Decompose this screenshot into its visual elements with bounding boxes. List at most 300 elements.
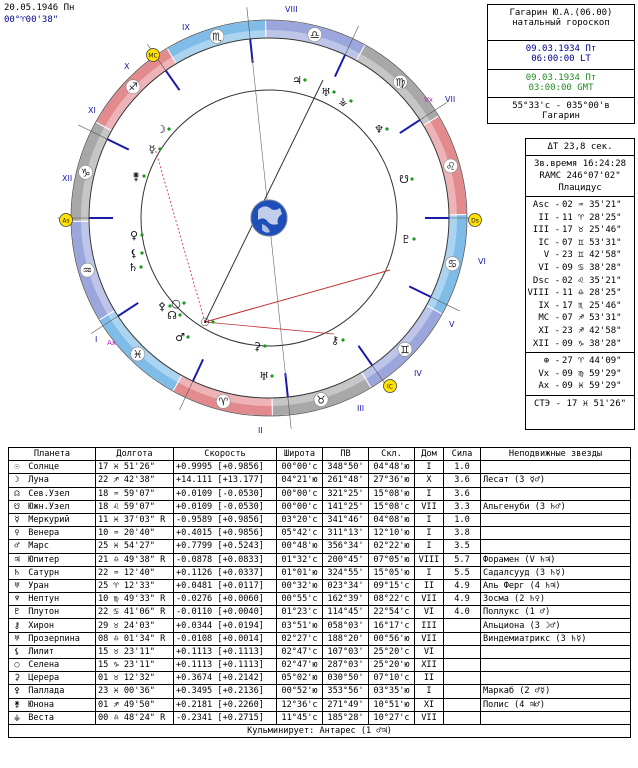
cusp-value: 07 ♐ 53'31" [562,313,622,324]
planet-cell [9,513,96,526]
svg-text:♎: ♎ [309,28,320,42]
table-header-row [9,448,631,461]
power-cell [444,698,481,711]
house-cell: I [415,685,444,698]
pv-cell: 356°34' [323,540,369,553]
planet-name: Лилит [28,646,55,657]
speed-cell: +0.0109 [-0.0530] [174,487,277,500]
house-cell: VII [415,632,444,645]
house-cell: VI [415,606,444,619]
latitude-cell: 11°45'с [277,711,323,724]
longitude-cell: 22 ♒ 12'40" [96,566,174,579]
longitude-cell: 01 ♐ 49'50" [96,698,174,711]
house-cell: VII [415,711,444,724]
planet-name: Венера [28,528,60,539]
cusp-value: 02 ♌ 35'21" [562,275,622,286]
fixed-star-cell [481,659,631,672]
house-number-label: II [258,426,263,435]
house-cell: I [415,461,444,474]
table-row [9,461,631,474]
house-number-label: IV [414,369,422,378]
house-number-label: X [124,62,130,71]
planet-glyph-icon: ☊ [14,488,20,499]
planet-glyph-icon: ☉ [14,462,20,473]
north-node-glyph-icon: ☊ [167,309,177,322]
jupiter-glyph-icon: ♃ [292,74,302,87]
cusp-list [526,197,634,353]
point-name: ⊕ - [543,356,560,367]
power-cell: 3.5 [444,540,481,553]
planet-glyph-icon: ☽ [14,475,20,486]
svg-text:MC: MC [148,52,158,60]
house-number-label: VIII [285,5,298,14]
pv-cell: 058°03' [323,619,369,632]
selena-glyph-icon: ○ [171,297,181,310]
latitude-cell: 00°52'ю [277,685,323,698]
planet-cell [9,685,96,698]
planet-name: Уран [28,580,49,591]
svg-text:IC: IC [387,383,393,391]
svg-text:As: As [62,217,70,225]
planet-cell [9,500,96,513]
house-number-label: V [449,320,455,329]
local-date: 09.03.1934 Пт [525,44,597,54]
fixed-star-cell [481,645,631,658]
cusp-row [526,287,634,300]
svg-text:♓: ♓ [132,347,143,361]
planet-glyph-icon: ⚴ [13,686,21,697]
planet-glyph-icon: ♅ [14,633,20,644]
house-number-label: VI [478,257,486,266]
svg-text:♑: ♑ [80,166,91,180]
table-row [9,500,631,513]
declination-cell: 04°08'ю [369,513,415,526]
local-time: 06:00:00 LT [531,54,591,64]
fixed-star-cell: Альциона (3 ☽♂) [481,619,631,632]
planet-name: Юпитер [28,554,60,565]
planet-name: Селена [28,660,60,671]
proserpina-glyph-icon: ♅ [321,86,331,99]
declination-cell: 07°10'с [369,672,415,685]
longitude-cell: 18 ♒ 59'07" [96,487,174,500]
house-number-label: I [95,335,98,344]
planet-name: Сев.Узел [28,488,70,499]
svg-text:♊: ♊ [400,343,410,357]
longitude-cell: 08 ♎ 01'34" R [96,632,174,645]
planet-name: Южн.Узел [28,501,70,512]
planet-cell [9,606,96,619]
culmination-footer: Кульминирует: Антарес (1 ♂♃) [9,724,631,737]
fixed-star-cell [481,487,631,500]
planet-glyph-icon: ♂ [14,541,20,552]
ascendant-badge [60,214,73,227]
planet-name: Марс [28,541,49,552]
latitude-cell: 05°42'с [277,527,323,540]
declination-cell: 27°36'ю [369,474,415,487]
house-cell: VII [415,593,444,606]
power-cell: 5.7 [444,553,481,566]
latitude-cell: 00°00'с [277,487,323,500]
longitude-cell: 00 ♎ 48'24" R [96,711,174,724]
longitude-cell: 23 ♓ 00'36" [96,685,174,698]
power-cell [444,672,481,685]
house-cell: II [415,579,444,592]
latitude-cell: 02°47'ю [277,659,323,672]
declination-cell: 09°15'с [369,579,415,592]
pv-cell: 200°45' [323,553,369,566]
venus-glyph-icon: ♀ [129,229,139,242]
declination-cell: 15°05'ю [369,566,415,579]
latitude-cell: 01°32'с [277,553,323,566]
transit-time: 00°♈00'38" [4,15,59,25]
latitude-cell: 01°23'с [277,606,323,619]
speed-cell: +0.1126 [+0.0337] [174,566,277,579]
table-row [9,685,631,698]
planets-table [8,447,631,738]
fixed-star-cell: Альгенуби (3 ♄♂) [481,500,631,513]
planet-name: Паллада [28,686,65,697]
speed-cell: +0.1113 [+0.1113] [174,659,277,672]
house-number-label: IX [182,23,190,32]
cusp-row [526,199,634,212]
imum-coeli-badge [384,380,397,393]
ramc: RAMC 246°07'02" [539,171,621,181]
cusp-name: V - [543,250,560,261]
house-cell: II [415,672,444,685]
fixed-star-cell: Зосма (2 ♄♀) [481,593,631,606]
svg-text:♏: ♏ [211,30,222,44]
cusp-name: XI - [538,325,560,336]
col-speed: Скорость [174,448,277,461]
point-name: Ax - [538,381,560,392]
longitude-cell: 21 ♎ 49'38" R [96,553,174,566]
planet-cell [9,540,96,553]
pv-cell: 287°03' [323,659,369,672]
antivertex-label: Ax [107,339,116,347]
planet-cell [9,487,96,500]
planet-glyph-icon: ♄ [14,567,20,578]
planet-name: Прозерпина [28,633,80,644]
planet-cell [9,698,96,711]
mars-glyph-icon: ♂ [175,331,185,344]
planet-cell [9,579,96,592]
power-cell: 3.3 [444,500,481,513]
house-number-label: XI [88,106,96,115]
planet-cell [9,461,96,474]
cusp-name: Dsc - [532,275,560,286]
house-cell: XI [415,698,444,711]
latitude-cell: 01°01'ю [277,566,323,579]
house-cell: I [415,527,444,540]
cusp-row [526,338,634,351]
declination-cell: 15°08'ю [369,487,415,500]
latitude-cell: 00°00'с [277,500,323,513]
planet-name: Плутон [28,607,60,618]
pv-cell: 030°50' [323,672,369,685]
speed-cell: +0.0481 [+0.0117] [174,579,277,592]
cusp-name: IX - [538,300,560,311]
table-row [9,566,631,579]
declination-cell: 00°56'ю [369,632,415,645]
declination-cell: 04°48'ю [369,461,415,474]
planet-glyph-icon: ⚶ [13,712,21,723]
power-cell [444,619,481,632]
declination-cell: 07°05'ю [369,553,415,566]
table-row [9,672,631,685]
power-cell: 4.9 [444,593,481,606]
pv-cell: 348°50' [323,461,369,474]
earth-globe-icon [251,200,287,236]
fixed-star-cell [481,711,631,724]
delta-t: ΔT 23,8 сек. [547,142,613,152]
cusp-row [526,237,634,250]
longitude-cell: 29 ♉ 24'03" [96,619,174,632]
col-power: Сила [444,448,481,461]
saturn-glyph-icon: ♄ [128,261,138,274]
speed-cell: -0.0276 [+0.0060] [174,593,277,606]
house-system: Плацидус [558,183,602,193]
fixed-star-cell: Аль Ферг (4 ♄♃) [481,579,631,592]
table-row [9,645,631,658]
power-cell: 5.5 [444,566,481,579]
table-row [9,659,631,672]
house-cell: I [415,513,444,526]
lilith-glyph-icon: ⚸ [129,247,139,260]
sidereal-time: Зв.время 16:24:28 [533,159,627,169]
declination-cell: 08°22'с [369,593,415,606]
col-longitude: Долгота [96,448,174,461]
planet-cell [9,645,96,658]
svg-text:♉: ♉ [316,393,327,407]
house-cell: VIII [415,553,444,566]
speed-cell: +0.3674 [+0.2142] [174,672,277,685]
table-row [9,619,631,632]
planet-cell [9,553,96,566]
cusp-value: 07 ♊ 53'31" [562,237,622,248]
planet-cell [9,527,96,540]
longitude-cell: 10 ♒ 20'40" [96,527,174,540]
place-name: Гагарин [542,111,580,121]
svg-text:♈: ♈ [218,395,229,409]
table-row [9,487,631,500]
pv-cell: 141°25' [323,500,369,513]
speed-cell: +14.111 [+13.177] [174,474,277,487]
gmt-time: 03:00:00 GMT [528,83,594,93]
vertex-label: Vx [424,96,433,104]
longitude-cell: 17 ♓ 51'26" [96,461,174,474]
chart-info-panel [487,4,635,124]
col-pv: ПВ [323,448,369,461]
moon-glyph-icon: ☽ [156,123,166,136]
fixed-star-cell: Маркаб (2 ♂☿) [481,685,631,698]
table-row [9,632,631,645]
planet-glyph-icon: ♀ [14,528,20,539]
pv-cell: 261°48' [323,474,369,487]
neptune-glyph-icon: ♆ [374,123,384,136]
pallas-glyph-icon: ⚴ [157,300,167,313]
planet-glyph-icon: ⚸ [13,646,21,657]
speed-cell: +0.0109 [-0.0530] [174,500,277,513]
planet-cell [9,672,96,685]
power-cell: 3.8 [444,527,481,540]
planet-glyph-icon: ☋ [14,501,20,512]
svg-text:♌: ♌ [445,159,456,173]
table-row [9,579,631,592]
fixed-star-cell: Форамен (V ♄♃) [481,553,631,566]
house-cell: VI [415,645,444,658]
latitude-cell: 03°20'с [277,513,323,526]
col-fixed-stars: Неподвижные звезды [481,448,631,461]
speed-cell: -0.0110 [+0.0040] [174,606,277,619]
longitude-cell: 18 ♌ 59'07" [96,500,174,513]
power-cell: 4.9 [444,579,481,592]
house-cell: III [415,619,444,632]
declination-cell: 15°08'с [369,500,415,513]
planet-cell [9,619,96,632]
chart-kind: натальный гороскоп [512,18,610,28]
fixed-star-cell: Виндемиатрикс (3 ♄☿) [481,632,631,645]
cusp-row [526,312,634,325]
pv-cell: 271°49' [323,698,369,711]
planet-cell [9,593,96,606]
speed-cell: -0.0878 [+0.0833] [174,553,277,566]
declination-cell: 03°35'ю [369,685,415,698]
latitude-cell: 03°51'ю [277,619,323,632]
longitude-cell: 25 ♈ 12'33" [96,579,174,592]
speed-cell: -0.0108 [+0.0014] [174,632,277,645]
vesta-glyph-icon: ⚶ [338,95,348,108]
cusp-value: 11 ♈ 28'25" [562,212,622,223]
fixed-star-cell: Поллукс (1 ♂) [481,606,631,619]
pv-cell: 185°28' [323,711,369,724]
planet-glyph-icon: ☿ [14,515,20,526]
power-cell: 4.0 [444,606,481,619]
planet-name: Луна [28,475,49,486]
latitude-cell: 02°47'с [277,645,323,658]
power-cell: 3.6 [444,487,481,500]
cusp-row [526,212,634,225]
longitude-cell: 22 ♐ 42'38" [96,474,174,487]
point-value: 27 ♈ 44'09" [562,356,622,367]
sun-glyph-icon: ☉ [200,316,210,329]
cusp-value: 17 ♉ 25'46" [562,225,622,236]
pv-cell: 341°46' [323,513,369,526]
planet-name: Сатурн [28,567,60,578]
midheaven-badge [147,49,160,62]
longitude-cell: 25 ♓ 54'27" [96,540,174,553]
speed-cell: +0.4015 [+0.9856] [174,527,277,540]
latitude-cell: 00°00'с [277,461,323,474]
point-row [526,380,634,393]
house-cell: I [415,487,444,500]
planet-name: Солнце [28,462,60,473]
table-row [9,540,631,553]
mercury-glyph-icon: ☿ [148,143,156,156]
svg-text:♋: ♋ [447,257,458,271]
latitude-cell: 00°48'ю [277,540,323,553]
svg-text:♒: ♒ [82,264,93,278]
speed-cell: +0.3495 [+0.2136] [174,685,277,698]
planet-glyph-icon: ♅ [14,580,20,591]
power-cell [444,645,481,658]
cusp-name: IC - [538,237,560,248]
declination-cell: 25°20'с [369,645,415,658]
speed-cell: +0.2181 [+0.2260] [174,698,277,711]
power-cell [444,685,481,698]
fixed-star-cell [481,461,631,474]
uranus-glyph-icon: ♅ [259,370,269,383]
table-row [9,606,631,619]
house-cell: I [415,540,444,553]
pv-cell: 023°34' [323,579,369,592]
longitude-cell: 15 ♑ 23'11" [96,659,174,672]
cusp-value: 11 ♎ 28'25" [562,288,622,299]
planet-name: Меркурий [28,515,70,526]
planet-cell [9,632,96,645]
svg-text:Ds: Ds [471,217,479,225]
planet-cell [9,659,96,672]
cusp-row [526,325,634,338]
planet-glyph-icon: ⚳ [13,673,21,684]
planet-name: Хирон [28,620,55,631]
speed-cell: +0.0344 [+0.0194] [174,619,277,632]
cusp-row [526,300,634,313]
planet-glyph-icon: ○ [14,660,20,671]
cusp-row [526,275,634,288]
house-cell: X [415,474,444,487]
cusp-value: 23 ♐ 42'58" [562,325,622,336]
power-cell: 1.0 [444,461,481,474]
planet-glyph-icon: ♃ [14,554,20,565]
pv-cell: 311°13' [323,527,369,540]
latitude-cell: 05°02'ю [277,672,323,685]
planet-glyph-icon: ⚷ [13,620,21,631]
svg-text:♍: ♍ [395,76,406,90]
planet-glyph-icon: ♇ [14,607,20,618]
house-cusps-panel [525,138,635,430]
planet-name: Церера [28,673,60,684]
pv-cell: 321°25' [323,487,369,500]
points-list [526,353,634,396]
power-cell: 1.0 [444,513,481,526]
cusp-value: 02 ♒ 35'21" [562,200,622,210]
latitude-cell: 00°32'ю [277,579,323,592]
power-cell [444,711,481,724]
cusp-value: 09 ♋ 38'28" [562,262,622,273]
planet-cell [9,566,96,579]
table-row [9,474,631,487]
point-value: 09 ♍ 59'29" [562,368,622,379]
descendant-badge [469,214,482,227]
cusp-row [526,262,634,275]
power-cell [444,659,481,672]
declination-cell: 02°22'ю [369,540,415,553]
table-row [9,593,631,606]
cusp-value: 17 ♏ 25'46" [562,300,622,311]
power-cell: 3.6 [444,474,481,487]
south-node-glyph-icon: ☋ [399,173,409,186]
longitude-cell: 01 ♉ 12'32" [96,672,174,685]
point-value: 09 ♓ 59'29" [562,381,622,392]
declination-cell: 25°20'ю [369,659,415,672]
fixed-star-cell: Садалсууд (3 ♄☿) [481,566,631,579]
ste-line: СТЭ - 17 ♓ 51'26" [533,398,627,409]
cusp-row [526,224,634,237]
longitude-cell: 10 ♍ 49'33" R [96,593,174,606]
cusp-name: MC - [538,313,560,324]
cusp-name: XII - [532,338,560,349]
fixed-star-cell [481,672,631,685]
